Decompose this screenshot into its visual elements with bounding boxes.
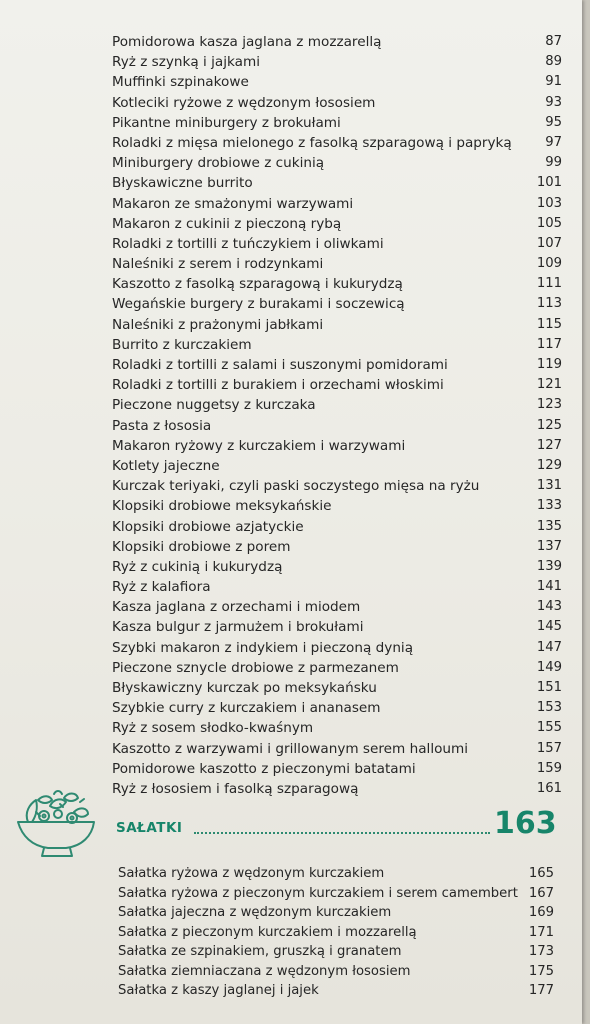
entry-page-number: 145 [536,619,562,635]
toc-entry [112,698,562,718]
toc-entry [112,234,562,254]
toc-entry [112,537,562,557]
entry-page-number: 161 [536,780,562,796]
entry-page-number: 159 [536,760,562,776]
toc-entry [118,864,554,884]
salad-toc-list [118,864,554,1001]
entry-page-number: 155 [536,720,562,736]
entry-title: Kotlety jajeczne [112,457,220,474]
toc-entry [112,577,562,597]
entry-page-number: 167 [528,885,554,901]
entry-title: Sałatka jajeczna z wędzonym kurczakiem [118,905,392,920]
entry-title: Szybki makaron z indykiem i pieczoną dynią [112,639,414,656]
entry-page-number: 117 [536,336,562,352]
toc-entry [112,72,562,92]
entry-title: Naleśniki z prażonymi jabłkami [112,316,324,333]
entry-page-number: 127 [536,437,562,453]
entry-title: Ryż z łososiem i fasolką szparagową [112,780,359,797]
toc-entry [112,113,562,133]
entry-title: Pieczone sznycle drobiowe z parmezanem [112,659,399,676]
entry-page-number: 165 [528,866,554,881]
entry-title: Roladki z tortilli z salami i suszonymi pomidorami [112,357,448,373]
entry-title: Ryż z kalafiora [112,579,211,596]
entry-page-number: 125 [536,417,562,433]
entry-page-number: 119 [536,357,562,372]
entry-title: Miniburgery drobiowe z cukinią [112,155,325,172]
entry-page-number: 169 [528,905,554,920]
toc-entry [112,194,562,214]
toc-entry [112,496,562,516]
entry-page-number: 129 [536,457,562,473]
toc-entry [112,133,562,153]
entry-title: Sałatka ze szpinakiem, gruszką i granatem [118,944,402,959]
entry-title: Naleśniki z serem i rodzynkami [112,256,324,273]
entry-page-number: 97 [545,134,562,150]
entry-page-number: 89 [545,54,562,70]
toc-entry [118,981,554,1001]
toc-entry [112,375,562,395]
entry-page-number: 107 [536,235,562,251]
toc-entry [112,214,562,234]
entry-page-number: 87 [545,34,562,49]
entry-title: Szybkie curry z kurczakiem i ananasem [112,700,381,717]
entry-page-number: 113 [536,296,562,312]
entry-page-number: 131 [536,478,562,494]
entry-title: Sałatka ryżowa z wędzonym kurczakiem [118,866,385,881]
entry-title: Makaron ryżowy z kurczakiem i warzywami [112,437,406,454]
entry-title: Błyskawiczne burrito [112,175,253,192]
toc-entry [112,476,562,496]
toc-entry [112,52,562,72]
toc-entry [118,884,554,904]
toc-entry [112,173,562,193]
entry-title: Sałatka ziemniaczana z wędzonym łososiem [118,963,411,979]
entry-page-number: 111 [536,276,562,292]
entry-page-number: 115 [536,316,562,332]
entry-title: Makaron z cukinii z pieczoną rybą [112,215,342,232]
entry-title: Pomidorowe kaszotto z pieczonymi batatami [112,760,416,777]
entry-page-number: 133 [536,498,562,514]
entry-page-number: 153 [536,700,562,716]
toc-entry [118,903,554,923]
toc-entry [112,759,562,779]
toc-entry [112,32,562,52]
entry-title: Pieczone nuggetsy z kurczaka [112,397,316,414]
entry-page-number: 93 [545,94,562,110]
entry-page-number: 147 [536,639,562,655]
entry-title: Pomidorowa kasza jaglana z mozzarellą [112,34,382,50]
salad-bowl-icon [14,786,100,862]
entry-title: Muffinki szpinakowe [112,74,249,91]
entry-title: Sałatka z pieczonym kurczakiem i mozzarellą [118,924,417,940]
toc-entry [112,638,562,658]
entry-title: Klopsiki drobiowe azjatyckie [112,518,304,535]
toc-entry [112,517,562,537]
entry-page-number: 137 [536,538,562,554]
section-page-number: 163 [494,806,557,841]
entry-page-number: 173 [528,944,554,959]
entry-title: Kasza bulgur z jarmużem i brokułami [112,619,364,636]
entry-page-number: 149 [536,659,562,675]
entry-title: Roladki z tortilli z burakiem i orzechami włoskimi [112,377,444,394]
toc-entry [112,557,562,577]
entry-title: Błyskawiczny kurczak po meksykańsku [112,680,377,696]
entry-page-number: 101 [536,175,562,191]
toc-entry [112,416,562,436]
entry-page-number: 109 [536,256,562,272]
toc-entry [118,923,554,943]
entry-page-number: 91 [545,74,562,90]
entry-title: Makaron ze smażonymi warzywami [112,195,354,212]
section-title: SAŁATKI [116,820,183,836]
toc-entry [118,962,554,982]
toc-entry [112,93,562,113]
toc-entry [112,456,562,476]
entry-title: Wegańskie burgery z burakami i soczewicą [112,296,405,313]
entry-page-number: 99 [545,155,562,171]
toc-entry [112,294,562,314]
entry-page-number: 157 [536,740,562,756]
toc-entry [112,617,562,637]
entry-title: Ryż z cukinią i kukurydzą [112,558,283,575]
entry-page-number: 177 [528,983,554,998]
section-leader-dots [194,832,490,834]
toc-entry [112,254,562,274]
entry-title: Kotleciki ryżowe z wędzonym łososiem [112,94,376,111]
toc-entry [118,942,554,962]
toc-entry [112,739,562,759]
entry-title: Roladki z tortilli z tuńczykiem i oliwkami [112,235,384,252]
entry-title: Sałatka z kaszy jaglanej i jajek [118,983,319,998]
entry-page-number: 151 [536,680,562,695]
section-header [14,786,574,862]
toc-entry [112,678,562,698]
entry-page-number: 105 [536,215,562,231]
toc-entry [112,597,562,617]
entry-title: Kaszotto z fasolką szparagową i kukurydzą [112,276,403,293]
entry-page-number: 95 [545,114,562,130]
entry-page-number: 143 [536,599,562,615]
entry-title: Klopsiki drobiowe meksykańskie [112,498,332,515]
entry-page-number: 175 [528,963,554,979]
toc-entry [112,436,562,456]
toc-entry [112,274,562,294]
entry-page-number: 139 [536,558,562,574]
entry-title: Kaszotto z warzywami i grillowanym serem halloumi [112,740,469,757]
toc-entry [112,355,562,375]
entry-page-number: 171 [528,924,554,940]
entry-title: Ryż z sosem słodko-kwaśnym [112,720,314,737]
entry-title: Kasza jaglana z orzechami i miodem [112,599,361,616]
entry-page-number: 141 [536,579,562,595]
entry-title: Ryż z szynką i jajkami [112,54,261,71]
entry-title: Burrito z kurczakiem [112,336,252,353]
entry-title: Klopsiki drobiowe z porem [112,538,291,555]
entry-page-number: 121 [536,377,562,393]
entry-title: Roladki z mięsa mielonego z fasolką szparagową i papryką [112,134,512,151]
entry-title: Pikantne miniburgery z brokułami [112,114,341,131]
entry-title: Sałatka ryżowa z pieczonym kurczakiem i serem camembert [118,885,518,901]
toc-list [112,32,562,799]
entry-page-number: 135 [536,518,562,534]
toc-entry [112,335,562,355]
entry-title: Pasta z łososia [112,417,212,434]
toc-entry [112,395,562,415]
entry-title: Kurczak teriyaki, czyli paski soczystego mięsa na ryżu [112,478,480,495]
toc-entry [112,718,562,738]
toc-entry [112,315,562,335]
toc-entry [112,658,562,678]
entry-page-number: 103 [536,195,562,211]
toc-entry [112,153,562,173]
entry-page-number: 123 [536,397,562,413]
